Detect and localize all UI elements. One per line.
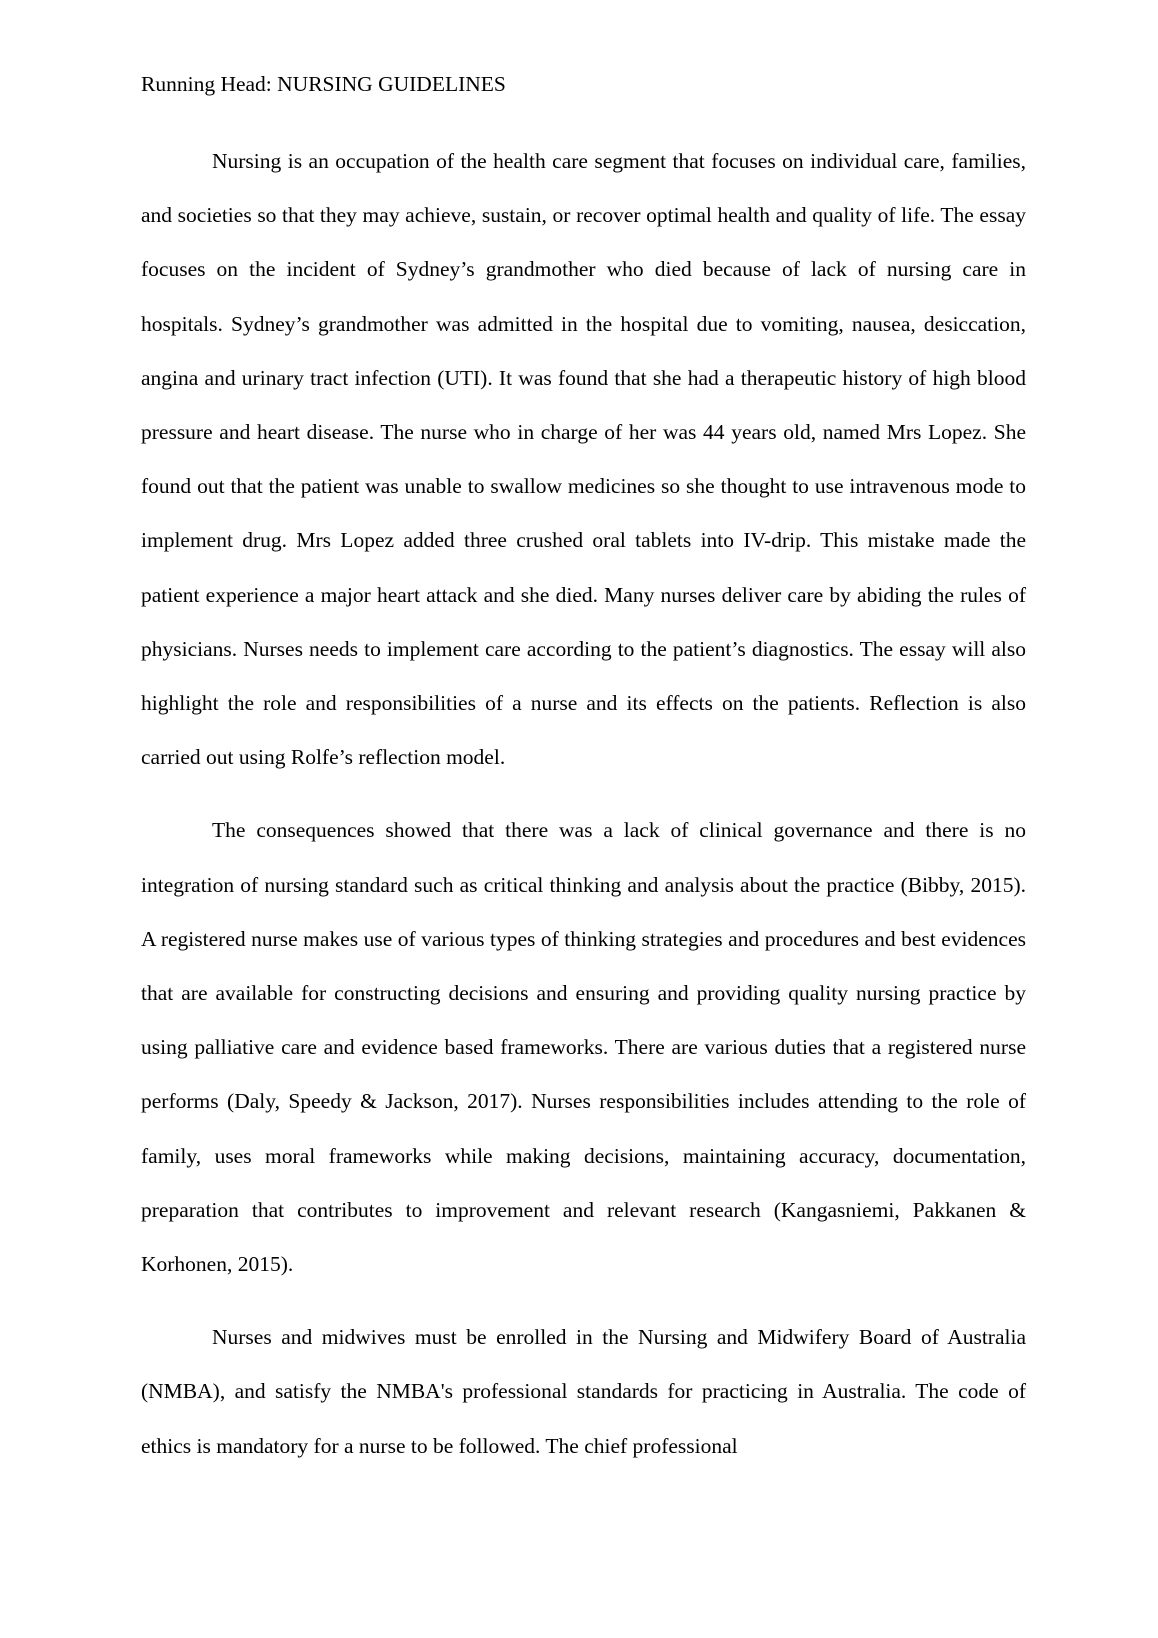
paragraph-nmba-registration: Nurses and midwives must be enrolled in the Nursing and Midwifery Board of Australia (NMBA), and satisfy the NMBA's professional standards for practicing in Australia. The code of ethics is mandatory for a nurse to be followed. The chief professional [141,1325,1026,1458]
paragraph-clinical-governance: The consequences showed that there was a lack of clinical governance and there is no integration of nursing standard such as critical thinking and analysis about the practice (Bibby, 2015). A registered nurse makes use of various types of thinking strategies and procedures and best evidences that are available for constructing decisions and ensuring and providing quality nursing practice by using palliative care and evidence based frameworks. There are various duties that a registered nurse performs (Daly, Speedy & Jackson, 2017). Nurses responsibilities includes attending to the role of family, uses moral frameworks while making decisions, maintaining accuracy, documentation, preparation that contributes to improvement and relevant research (Kangasniemi, Pakkanen & Korhonen, 2015). [141,818,1026,1277]
document-body [141,134,1026,1492]
paragraph-introduction: Nursing is an occupation of the health care segment that focuses on individual care, families, and societies so that they may achieve, sustain, or recover optimal health and quality of life. The essay focuses on the incident of Sydney’s grandmother who died because of lack of nursing care in hospitals. Sydney’s grandmother was admitted in the hospital due to vomiting, nausea, desiccation, angina and urinary tract infection (UTI). It was found that she had a therapeutic history of high blood pressure and heart disease. The nurse who in charge of her was 44 years old, named Mrs Lopez. She found out that the patient was unable to swallow medicines so she thought to use intravenous mode to implement drug. Mrs Lopez added three crushed oral tablets into IV-drip. This mistake made the patient experience a major heart attack and she died. Many nurses deliver care by abiding the rules of physicians. Nurses needs to implement care according to the patient’s diagnostics. The essay will also highlight the role and responsibilities of a nurse and its effects on the patients. Reflection is also carried out using Rolfe’s reflection model. [141,149,1026,770]
running-head: Running Head: NURSING GUIDELINES [141,72,506,96]
